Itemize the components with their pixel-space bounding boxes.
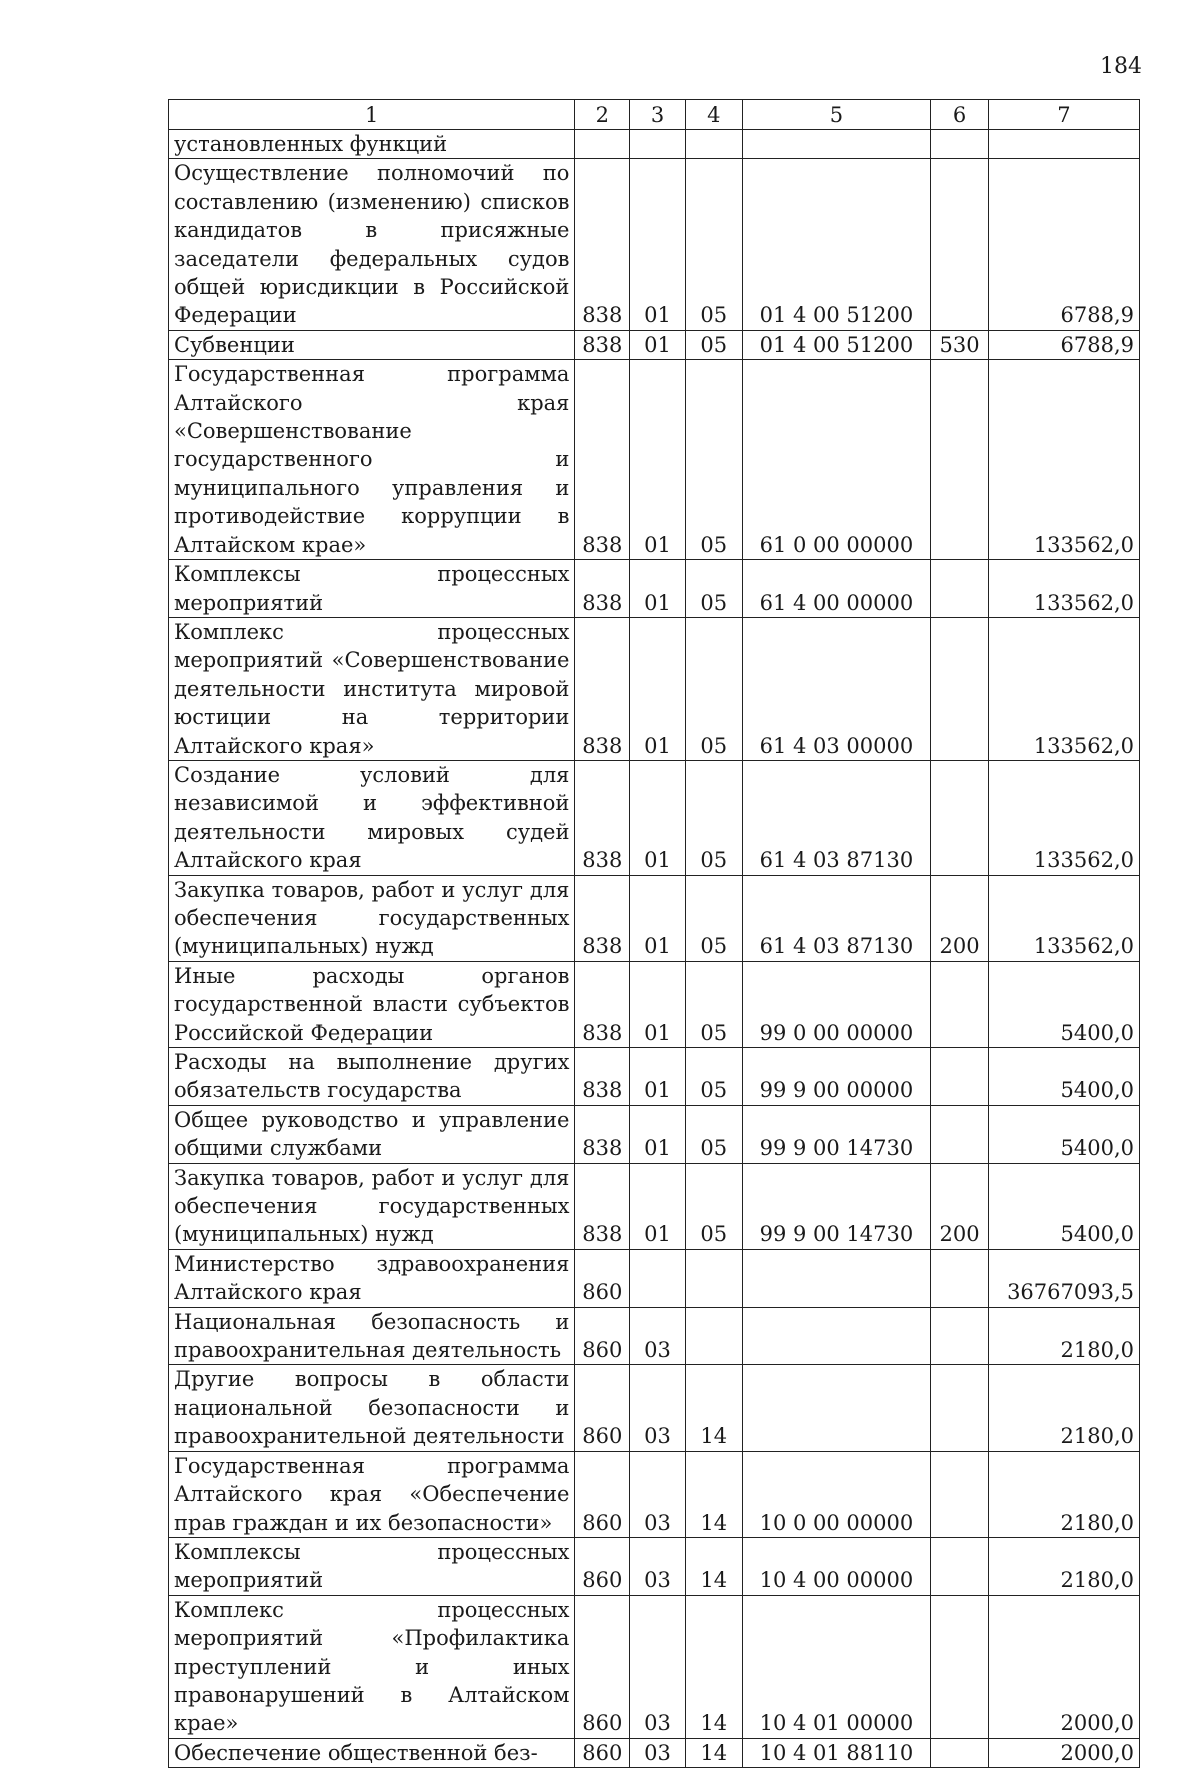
cell-gr: 860 bbox=[575, 1307, 630, 1365]
cell-csr: 10 4 01 88110 bbox=[742, 1738, 931, 1767]
column-header-gr: 2 bbox=[575, 100, 630, 130]
cell-sum: 5400,0 bbox=[988, 1048, 1139, 1106]
cell-pr: 14 bbox=[685, 1738, 742, 1767]
cell-sum: 6788,9 bbox=[988, 330, 1139, 359]
column-header-pr: 4 bbox=[685, 100, 742, 130]
cell-pr: 05 bbox=[685, 1163, 742, 1249]
cell-gr: 838 bbox=[575, 360, 630, 560]
cell-pr: 14 bbox=[685, 1595, 742, 1738]
cell-sum: 5400,0 bbox=[988, 961, 1139, 1047]
cell-csr: 61 4 03 87130 bbox=[742, 875, 931, 961]
cell-name: Субвенции bbox=[169, 330, 575, 359]
cell-name: Расходы на выполнение других обязательств государства bbox=[169, 1048, 575, 1106]
table-row bbox=[169, 961, 1140, 1047]
cell-sum: 36767093,5 bbox=[988, 1249, 1139, 1307]
cell-csr: 01 4 00 51200 bbox=[742, 330, 931, 359]
table-body bbox=[169, 130, 1140, 1768]
cell-rz: 01 bbox=[630, 617, 686, 760]
cell-gr: 838 bbox=[575, 961, 630, 1047]
cell-gr: 860 bbox=[575, 1537, 630, 1595]
cell-vr bbox=[931, 1307, 989, 1365]
cell-pr: 05 bbox=[685, 1048, 742, 1106]
cell-name: Государственная программа Алтайского края «Совершенствование государственного и муниципального управления и противодействие коррупции в Алтайском крае» bbox=[169, 360, 575, 560]
table-row bbox=[169, 1163, 1140, 1249]
cell-gr bbox=[575, 130, 630, 159]
cell-rz bbox=[630, 1249, 686, 1307]
cell-vr bbox=[931, 1451, 989, 1537]
cell-rz: 03 bbox=[630, 1451, 686, 1537]
cell-vr bbox=[931, 1105, 989, 1163]
cell-csr bbox=[742, 1249, 931, 1307]
cell-pr: 05 bbox=[685, 961, 742, 1047]
cell-name: Общее руководство и управление общими службами bbox=[169, 1105, 575, 1163]
cell-rz: 03 bbox=[630, 1307, 686, 1365]
cell-name: Закупка товаров, работ и услуг для обеспечения государственных (муниципальных) нужд bbox=[169, 1163, 575, 1249]
cell-vr bbox=[931, 617, 989, 760]
cell-rz: 01 bbox=[630, 1105, 686, 1163]
cell-rz: 01 bbox=[630, 159, 686, 330]
cell-vr bbox=[931, 1595, 989, 1738]
cell-gr: 860 bbox=[575, 1595, 630, 1738]
table-row bbox=[169, 1048, 1140, 1106]
cell-pr: 05 bbox=[685, 760, 742, 875]
cell-csr: 99 9 00 14730 bbox=[742, 1105, 931, 1163]
cell-gr: 838 bbox=[575, 760, 630, 875]
cell-sum: 2180,0 bbox=[988, 1307, 1139, 1365]
cell-gr: 860 bbox=[575, 1365, 630, 1451]
cell-rz: 03 bbox=[630, 1537, 686, 1595]
cell-rz: 01 bbox=[630, 961, 686, 1047]
cell-csr: 10 4 00 00000 bbox=[742, 1537, 931, 1595]
column-header-vr: 6 bbox=[931, 100, 989, 130]
cell-gr: 838 bbox=[575, 330, 630, 359]
cell-vr bbox=[931, 1048, 989, 1106]
cell-sum: 133562,0 bbox=[988, 760, 1139, 875]
column-header-rz: 3 bbox=[630, 100, 686, 130]
cell-csr: 01 4 00 51200 bbox=[742, 159, 931, 330]
table-header-row bbox=[169, 100, 1140, 130]
cell-name: Другие вопросы в области национальной безопасности и правоохранительной деятельности bbox=[169, 1365, 575, 1451]
cell-gr: 838 bbox=[575, 1105, 630, 1163]
cell-sum: 5400,0 bbox=[988, 1163, 1139, 1249]
cell-sum: 2000,0 bbox=[988, 1595, 1139, 1738]
cell-vr bbox=[931, 159, 989, 330]
cell-pr: 05 bbox=[685, 330, 742, 359]
cell-csr: 10 0 00 00000 bbox=[742, 1451, 931, 1537]
cell-gr: 838 bbox=[575, 1163, 630, 1249]
cell-csr: 10 4 01 00000 bbox=[742, 1595, 931, 1738]
cell-sum: 2000,0 bbox=[988, 1738, 1139, 1767]
table-row bbox=[169, 1595, 1140, 1738]
table-row bbox=[169, 130, 1140, 159]
cell-name: Закупка товаров, работ и услуг для обеспечения государственных (муниципальных) нужд bbox=[169, 875, 575, 961]
cell-gr: 838 bbox=[575, 560, 630, 618]
cell-sum: 133562,0 bbox=[988, 360, 1139, 560]
cell-vr bbox=[931, 1365, 989, 1451]
cell-sum: 2180,0 bbox=[988, 1537, 1139, 1595]
cell-name: Комплекс процессных мероприятий «Профилактика преступлений и иных правонарушений в Алтайском крае» bbox=[169, 1595, 575, 1738]
cell-name: Государственная программа Алтайского края «Обеспечение прав граждан и их безопасности» bbox=[169, 1451, 575, 1537]
cell-gr: 838 bbox=[575, 1048, 630, 1106]
cell-vr bbox=[931, 1249, 989, 1307]
column-header-sum: 7 bbox=[988, 100, 1139, 130]
cell-vr bbox=[931, 560, 989, 618]
table-row bbox=[169, 1249, 1140, 1307]
cell-pr: 14 bbox=[685, 1451, 742, 1537]
table-row bbox=[169, 1537, 1140, 1595]
cell-rz bbox=[630, 130, 686, 159]
cell-pr: 05 bbox=[685, 1105, 742, 1163]
cell-rz: 01 bbox=[630, 330, 686, 359]
table-row bbox=[169, 1307, 1140, 1365]
cell-gr: 838 bbox=[575, 875, 630, 961]
table-row bbox=[169, 560, 1140, 618]
cell-vr bbox=[931, 961, 989, 1047]
cell-name: Комплекс процессных мероприятий «Совершенствование деятельности института мировой юстиции на территории Алтайского края» bbox=[169, 617, 575, 760]
cell-rz: 01 bbox=[630, 1163, 686, 1249]
cell-sum: 2180,0 bbox=[988, 1451, 1139, 1537]
budget-table bbox=[168, 99, 1140, 1768]
cell-name: установленных функций bbox=[169, 130, 575, 159]
cell-csr: 61 0 00 00000 bbox=[742, 360, 931, 560]
cell-gr: 838 bbox=[575, 159, 630, 330]
cell-sum: 133562,0 bbox=[988, 875, 1139, 961]
cell-gr: 860 bbox=[575, 1738, 630, 1767]
table-row bbox=[169, 360, 1140, 560]
cell-name: Осуществление полномочий по составлению (изменению) списков кандидатов в присяжные заседатели федеральных судов общей юрисдикции в Российской Федерации bbox=[169, 159, 575, 330]
cell-sum: 5400,0 bbox=[988, 1105, 1139, 1163]
cell-pr: 05 bbox=[685, 560, 742, 618]
cell-name: Создание условий для независимой и эффективной деятельности мировых судей Алтайского края bbox=[169, 760, 575, 875]
table-row bbox=[169, 617, 1140, 760]
column-header-csr: 5 bbox=[742, 100, 931, 130]
table-row bbox=[169, 1738, 1140, 1767]
cell-sum: 133562,0 bbox=[988, 560, 1139, 618]
cell-rz: 01 bbox=[630, 760, 686, 875]
cell-gr: 860 bbox=[575, 1249, 630, 1307]
cell-name: Обеспечение общественной без- bbox=[169, 1738, 575, 1767]
cell-vr: 200 bbox=[931, 875, 989, 961]
cell-pr: 14 bbox=[685, 1537, 742, 1595]
cell-csr: 99 0 00 00000 bbox=[742, 961, 931, 1047]
cell-vr bbox=[931, 760, 989, 875]
cell-pr bbox=[685, 130, 742, 159]
table-row bbox=[169, 760, 1140, 875]
cell-pr: 05 bbox=[685, 159, 742, 330]
cell-rz: 01 bbox=[630, 1048, 686, 1106]
cell-gr: 838 bbox=[575, 617, 630, 760]
cell-pr bbox=[685, 1307, 742, 1365]
table-row bbox=[169, 1451, 1140, 1537]
cell-vr: 200 bbox=[931, 1163, 989, 1249]
table-row bbox=[169, 159, 1140, 330]
cell-gr: 860 bbox=[575, 1451, 630, 1537]
table-row bbox=[169, 875, 1140, 961]
cell-name: Комплексы процессных мероприятий bbox=[169, 1537, 575, 1595]
cell-name: Национальная безопасность и правоохранительная деятельность bbox=[169, 1307, 575, 1365]
cell-pr bbox=[685, 1249, 742, 1307]
cell-rz: 01 bbox=[630, 560, 686, 618]
cell-name: Комплексы процессных мероприятий bbox=[169, 560, 575, 618]
cell-name: Иные расходы органов государственной власти субъектов Российской Федерации bbox=[169, 961, 575, 1047]
cell-csr: 61 4 00 00000 bbox=[742, 560, 931, 618]
cell-sum: 133562,0 bbox=[988, 617, 1139, 760]
column-header-name: 1 bbox=[169, 100, 575, 130]
cell-vr bbox=[931, 130, 989, 159]
cell-csr bbox=[742, 1307, 931, 1365]
table-row bbox=[169, 1105, 1140, 1163]
table-row bbox=[169, 330, 1140, 359]
cell-rz: 03 bbox=[630, 1738, 686, 1767]
cell-vr bbox=[931, 1537, 989, 1595]
cell-rz: 01 bbox=[630, 360, 686, 560]
cell-pr: 05 bbox=[685, 617, 742, 760]
cell-csr: 99 9 00 14730 bbox=[742, 1163, 931, 1249]
cell-csr bbox=[742, 1365, 931, 1451]
cell-sum bbox=[988, 130, 1139, 159]
cell-pr: 05 bbox=[685, 875, 742, 961]
page-number: 184 bbox=[1100, 54, 1142, 79]
cell-pr: 14 bbox=[685, 1365, 742, 1451]
cell-csr: 61 4 03 87130 bbox=[742, 760, 931, 875]
cell-pr: 05 bbox=[685, 360, 742, 560]
cell-csr: 61 4 03 00000 bbox=[742, 617, 931, 760]
cell-vr bbox=[931, 1738, 989, 1767]
cell-csr bbox=[742, 130, 931, 159]
cell-vr bbox=[931, 360, 989, 560]
cell-csr: 99 9 00 00000 bbox=[742, 1048, 931, 1106]
cell-rz: 03 bbox=[630, 1595, 686, 1738]
table-row bbox=[169, 1365, 1140, 1451]
cell-rz: 03 bbox=[630, 1365, 686, 1451]
cell-sum: 2180,0 bbox=[988, 1365, 1139, 1451]
cell-rz: 01 bbox=[630, 875, 686, 961]
cell-vr: 530 bbox=[931, 330, 989, 359]
cell-name: Министерство здравоохранения Алтайского края bbox=[169, 1249, 575, 1307]
cell-sum: 6788,9 bbox=[988, 159, 1139, 330]
